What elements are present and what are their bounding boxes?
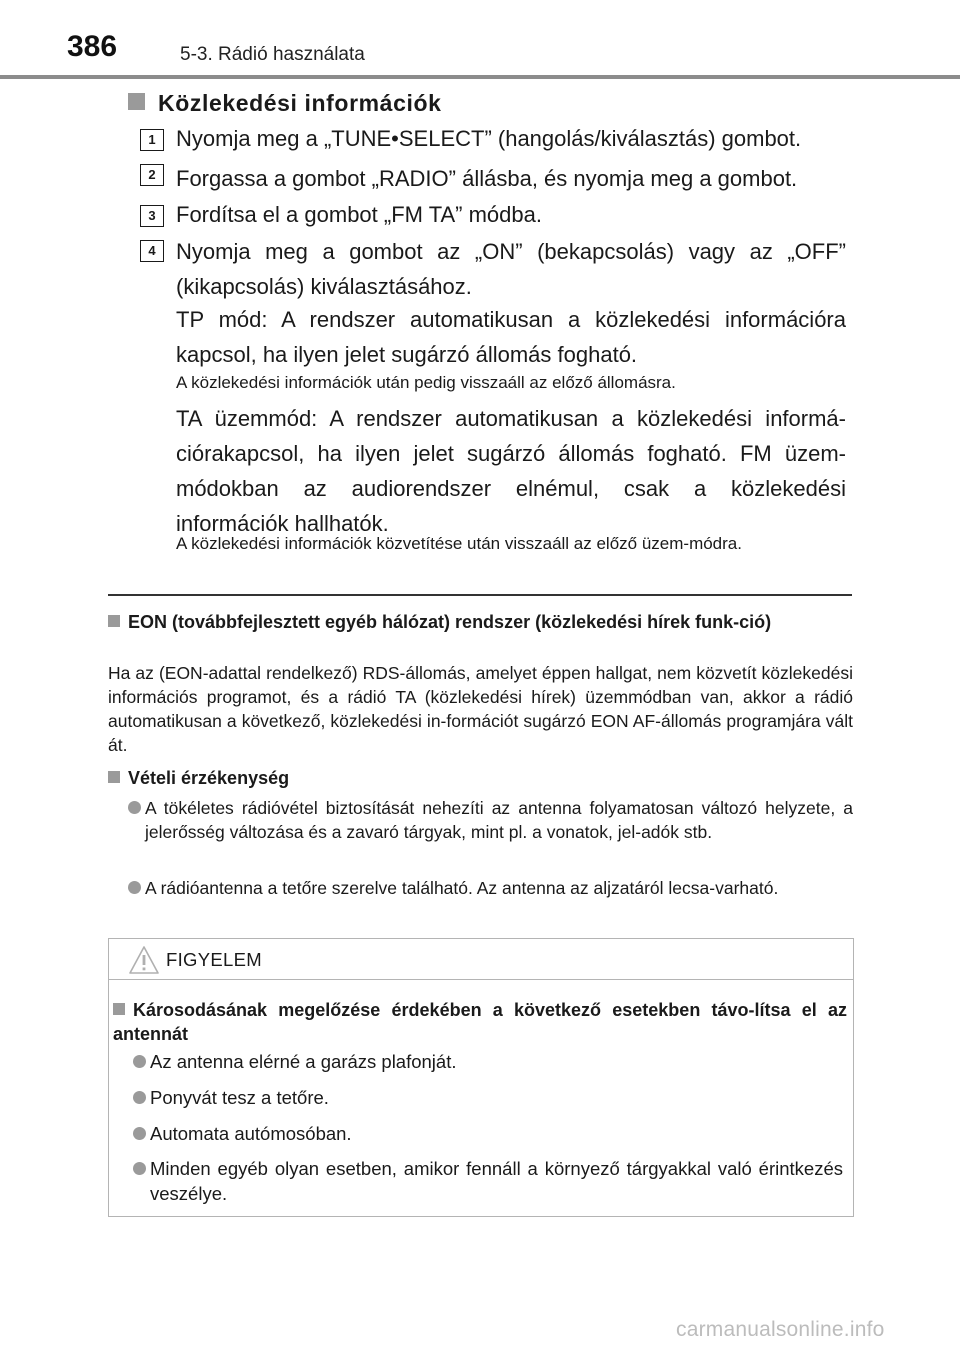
tp-mode-text: TP mód: A rendszer automatikusan a közlekedési információra kapcsol, ha ilyen jelet sugárzó állomás fogható. [176,307,846,367]
reception-section-title-text: Vételi érzékenység [128,768,290,788]
warning-label: FIGYELEM [166,949,262,970]
warning-bullet-3: Automata autómosóban. [150,1123,352,1144]
eon-section-title-text: EON (továbbfejlesztett egyéb hálózat) rendszer (közlekedési hírek funk-ció) [128,612,772,632]
page-header [0,0,960,80]
warning-title-text: Károsodásának megelőzése érdekében a következő esetekben távo-lítsa el az antennát [113,1000,847,1044]
reception-bullet-1: A tökéletes rádióvétel biztosítását nehezíti az antenna folyamatosan változó helyzete, a jelerősség változása és a zavaró tárgyak, mint pl. a vonatok, jel-adók stb. [145,798,853,842]
warning-bullet-2: Ponyvát tesz a tetőre. [150,1087,329,1108]
reception-section-title [108,766,853,790]
warning-header-divider [109,979,853,980]
bullet-dot-icon [133,1091,146,1104]
square-bullet-icon [113,1003,125,1015]
tp-mode-note: A közlekedési információk után pedig visszaáll az előző állomásra. [176,373,676,392]
step-1-text: Nyomja meg a „TUNE•SELECT” (hangolás/kiválasztás) gombot. [176,126,802,151]
eon-section-title [108,610,853,634]
step-3-text: Fordítsa el a gombot „FM TA” módba. [176,202,542,227]
bullet-dot-icon [133,1162,146,1175]
bullet-dot-icon [128,881,141,894]
step-number-4: 4 [140,240,164,262]
traffic-section-title-text: Közlekedési információk [158,90,442,116]
step-4-text: Nyomja meg a gombot az „ON” (bekapcsolás) vagy az „OFF” (kikapcsolás) kiválasztásához. [176,239,846,299]
warning-box [108,938,854,1217]
bullet-dot-icon [128,801,141,814]
step-number-1: 1 [140,129,164,151]
eon-section-body: Ha az (EON-adattal rendelkező) RDS-állomás, amelyet éppen hallgat, nem közvetít közlekedési információs programot, és a rádió TA (közlekedési hírek) üzemmódban van, akkor a rádió automatikusan a következő, közlekedési in-formációt sugárzó EON AF-állomás programjára vált át. [108,663,853,755]
warning-bullet-1: Az antenna elérné a garázs plafonját. [150,1051,457,1072]
step-number-3: 3 [140,205,164,227]
step-number-2: 2 [140,164,164,186]
ta-mode-text: TA üzemmód: A rendszer automatikusan a közlekedési informá-ciórakapcsol, ha ilyen jelet sugárzó állomás fogható. FM üzem-módokban az audiorendszer elnémul, csak a közlekedési információk hallhatók. [176,406,846,536]
reception-bullet-2: A rádióantenna a tetőre szerelve található. Az antenna az aljzatáról lecsa-varható. [145,878,779,898]
bullet-dot-icon [133,1055,146,1068]
bullet-dot-icon [133,1127,146,1140]
square-bullet-icon [128,93,145,110]
step-2-text: Forgassa a gombot „RADIO” állásba, és nyomja meg a gombot. [176,166,798,191]
traffic-section-title [128,90,442,117]
chapter-title: 5-3. Rádió használata [180,44,365,65]
section-divider [108,594,852,596]
page-number: 386 [67,30,118,63]
ta-mode-note: A közlekedési információk közvetítése után visszaáll az előző üzem-módra. [176,534,742,553]
square-bullet-icon [108,771,120,783]
square-bullet-icon [108,615,120,627]
header-divider [0,75,960,79]
warning-title [113,998,847,1046]
watermark[interactable]: carmanualsonline.info [676,1318,885,1341]
warning-bullet-4: Minden egyéb olyan esetben, amikor fennáll a környező tárgyakkal való érintkezés veszélye. [150,1158,843,1204]
warning-triangle-icon [128,945,160,975]
